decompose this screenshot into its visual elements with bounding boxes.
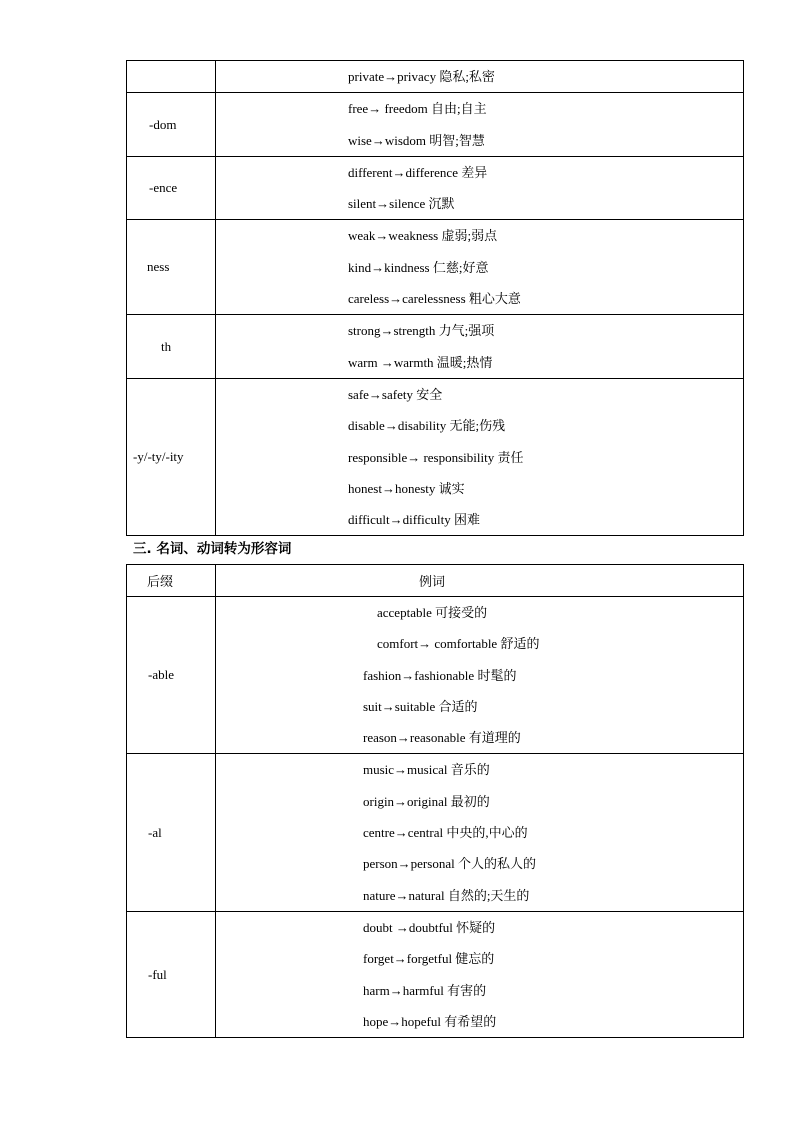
example-line: person→personal 个人的私人的 (363, 856, 536, 872)
suffix-label: -dom (149, 116, 177, 132)
suffix-cell (127, 911, 216, 1037)
table-row (127, 93, 744, 157)
suffix-label: ness (147, 259, 170, 275)
table-row (127, 220, 744, 315)
examples-cell (216, 911, 744, 1037)
example-line: reason→reasonable 有道理的 (363, 730, 521, 746)
header-suffix-cell (127, 565, 216, 597)
column-header-examples: 例词 (419, 574, 446, 589)
suffix-cell (127, 156, 216, 220)
example-line: music→musical 音乐的 (363, 762, 490, 778)
column-header-suffix: 后缀 (147, 574, 174, 589)
suffix-label: -al (148, 824, 162, 840)
table-row (127, 754, 744, 911)
examples-cell (216, 156, 744, 220)
suffix-cell (127, 754, 216, 911)
suffix-label: -y/-ty/-ity (133, 449, 184, 465)
suffix-cell (127, 597, 216, 754)
example-line: comfort→ comfortable 舒适的 (377, 636, 540, 652)
example-line: origin→original 最初的 (363, 793, 490, 809)
example-line: honest→honesty 诚实 (348, 480, 465, 496)
example-line: difficult→difficulty 困难 (348, 512, 481, 528)
examples-cell (216, 597, 744, 754)
suffix-cell (127, 93, 216, 157)
example-line: responsible→ responsibility 责任 (348, 449, 524, 465)
table-row (127, 156, 744, 220)
suffix-label: -ence (149, 180, 178, 196)
suffix-label: -ful (148, 966, 167, 982)
suffix-table-adjectives (126, 564, 744, 1038)
suffix-table-nouns (126, 60, 744, 536)
example-line: centre→central 中央的,中心的 (363, 825, 528, 841)
examples-cell (216, 378, 744, 535)
example-line: different→difference 差异 (348, 164, 488, 180)
example-line: strong→strength 力气;强项 (348, 323, 495, 339)
table-row (127, 597, 744, 754)
example-line: nature→natural 自然的;天生的 (363, 887, 530, 903)
example-line: suit→suitable 合适的 (363, 698, 478, 714)
example-line: forget→forgetful 健忘的 (363, 951, 495, 967)
example-line: fashion→fashionable 时髦的 (363, 667, 517, 683)
table-row (127, 378, 744, 535)
example-line: silent→silence 沉默 (348, 196, 455, 212)
table-row (127, 911, 744, 1037)
example-line: wise→wisdom 明智;智慧 (348, 132, 485, 148)
section-heading: 三. 名词、动词转为形容词 (133, 541, 292, 557)
example-line: kind→kindness 仁慈;好意 (348, 259, 489, 275)
table-header-row (127, 565, 744, 597)
suffix-cell (127, 61, 216, 93)
suffix-cell (127, 220, 216, 315)
examples-cell (216, 220, 744, 315)
suffix-cell (127, 378, 216, 535)
suffix-label: th (161, 338, 172, 354)
examples-cell (216, 93, 744, 157)
example-line: free→ freedom 自由;自主 (348, 101, 487, 117)
header-examples-cell (216, 565, 744, 597)
example-line: weak→weakness 虚弱;弱点 (348, 228, 498, 244)
example-line: safe→safety 安全 (348, 386, 443, 402)
examples-cell (216, 61, 744, 93)
examples-cell (216, 315, 744, 379)
example-line: warm →warmth 温暖;热情 (348, 354, 493, 370)
suffix-cell (127, 315, 216, 379)
table-row (127, 315, 744, 379)
suffix-label: -able (148, 667, 174, 683)
example-line: hope→hopeful 有希望的 (363, 1013, 497, 1029)
example-line: disable→disability 无能;伤残 (348, 418, 506, 434)
example-line: private→privacy 隐私;私密 (348, 69, 495, 84)
example-line: harm→harmful 有害的 (363, 982, 487, 998)
example-line: acceptable 可接受的 (377, 605, 488, 620)
table-row (127, 61, 744, 93)
example-line: careless→carelessness 粗心大意 (348, 291, 521, 307)
example-line: doubt →doubtful 怀疑的 (363, 919, 496, 935)
examples-cell (216, 754, 744, 911)
